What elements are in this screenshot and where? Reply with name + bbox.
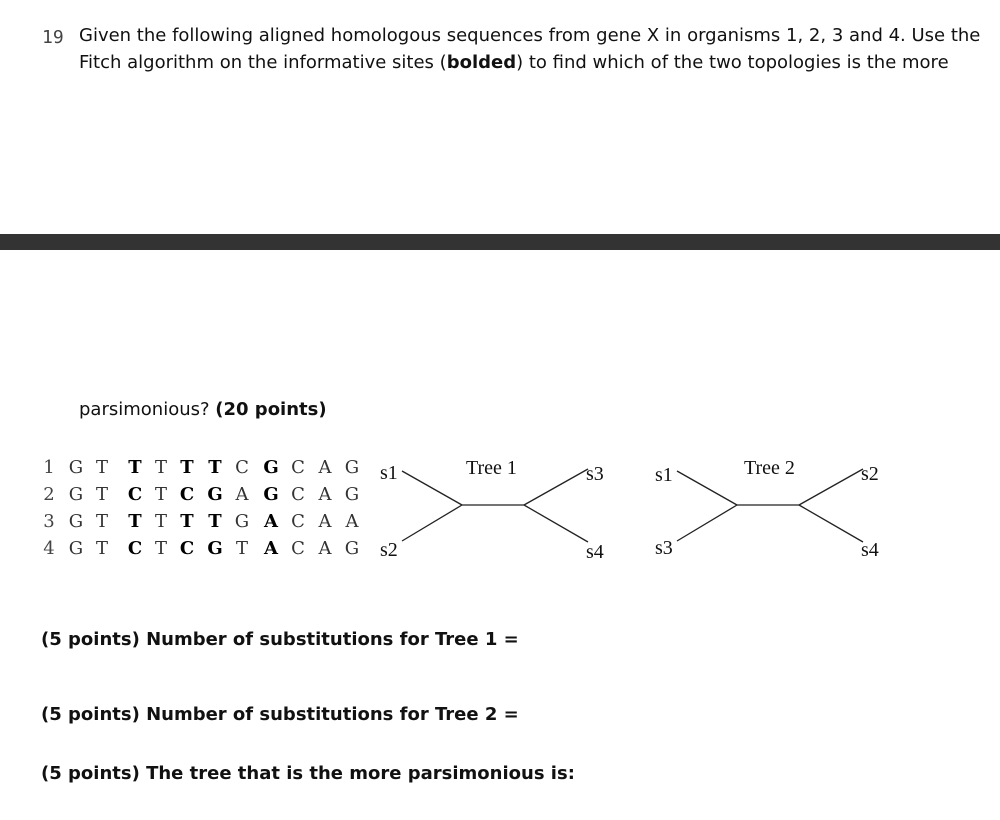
question-text-line2-start: Fitch algorithm on the informative sites ( [79, 52, 447, 73]
tree1-branch-s3 [524, 469, 588, 505]
sequence-base: C [179, 484, 195, 505]
sequence-base: C [291, 538, 305, 559]
page-divider [0, 234, 1000, 250]
sequence-base: T [95, 511, 108, 532]
answer-more-parsimonious: (5 points) The tree that is the more parsimonious is: [41, 763, 575, 784]
sequence-label: 1 [43, 457, 55, 478]
sequence-base: C [127, 538, 143, 559]
sequence-base: A [318, 511, 332, 532]
sequence-base: G [68, 511, 84, 532]
sequence-base: T [95, 484, 108, 505]
sequence-base: G [68, 538, 84, 559]
sequence-base: G [234, 511, 250, 532]
sequence-base: C [291, 457, 305, 478]
sequence-base: A [345, 511, 359, 532]
sequence-base: T [154, 538, 167, 559]
question-number: 19 [42, 27, 64, 48]
sequence-base: T [235, 538, 248, 559]
sequence-base: A [264, 538, 278, 559]
tree2-branch-s2 [799, 469, 863, 505]
tree1-leaf-s1: s1 [380, 462, 398, 484]
sequence-base: G [207, 484, 223, 505]
tree1-title: Tree 1 [466, 457, 517, 479]
tree2-leaf-s2: s2 [861, 463, 879, 485]
sequence-base: G [68, 457, 84, 478]
question-text-line2-end: ) to find which of the two topologies is the more [516, 52, 949, 73]
sequence-base: G [68, 484, 84, 505]
question-text-line3 [79, 399, 327, 420]
sequence-base: G [207, 538, 223, 559]
tree-diagrams [0, 440, 1000, 580]
sequence-base: G [344, 484, 360, 505]
answer-tree1-substitutions: (5 points) Number of substitutions for Tree 1 = [41, 629, 519, 650]
sequence-base: T [208, 457, 222, 478]
sequence-base: A [318, 457, 332, 478]
tree1-leaf-s2: s2 [380, 539, 398, 561]
tree-2 [655, 457, 879, 561]
sequence-base: T [154, 511, 167, 532]
sequence-base: C [291, 511, 305, 532]
tree2-branch-s3 [677, 505, 737, 541]
question-text-line1: Given the following aligned homologous sequences from gene X in organisms 1, 2, 3 and 4. Use the [79, 25, 981, 46]
tree2-title: Tree 2 [744, 457, 795, 479]
sequence-base: C [235, 457, 249, 478]
sequence-base: A [264, 511, 278, 532]
sequence-label: 2 [43, 484, 55, 505]
sequence-base: T [128, 511, 142, 532]
tree2-branch-s4 [799, 505, 863, 542]
tree1-branch-s1 [402, 471, 462, 505]
sequence-base: T [95, 457, 108, 478]
tree2-leaf-s4: s4 [861, 539, 879, 561]
sequence-base: A [318, 538, 332, 559]
sequence-base: T [95, 538, 108, 559]
sequence-base: G [344, 457, 360, 478]
sequence-base: G [344, 538, 360, 559]
answer-tree2-substitutions: (5 points) Number of substitutions for Tree 2 = [41, 704, 519, 725]
bolded-emphasis: bolded [446, 52, 517, 73]
tree1-leaf-s4: s4 [586, 541, 604, 563]
tree2-leaf-s1: s1 [655, 464, 673, 486]
tree2-leaf-s3: s3 [655, 537, 673, 559]
tree2-branch-s1 [677, 471, 737, 505]
tree1-branch-s2 [402, 505, 462, 541]
sequence-base: G [263, 457, 279, 478]
question-text-line2 [79, 52, 949, 73]
sequence-base: T [180, 511, 194, 532]
sequence-base: C [291, 484, 305, 505]
tree1-leaf-s3: s3 [586, 463, 604, 485]
parsimonious-word: parsimonious? [79, 399, 216, 420]
sequence-label: 3 [43, 511, 55, 532]
sequence-base: A [318, 484, 332, 505]
tree1-branch-s4 [524, 505, 588, 542]
sequence-base: C [127, 484, 143, 505]
sequence-base: G [263, 484, 279, 505]
sequence-base: T [208, 511, 222, 532]
sequence-base: T [154, 457, 167, 478]
sequence-base: T [180, 457, 194, 478]
sequence-base: T [128, 457, 142, 478]
tree-1 [380, 457, 604, 563]
sequence-base: T [154, 484, 167, 505]
points-label: (20 points) [215, 399, 327, 420]
sequence-base: C [179, 538, 195, 559]
sequence-label: 4 [43, 538, 55, 559]
sequence-base: A [235, 484, 249, 505]
